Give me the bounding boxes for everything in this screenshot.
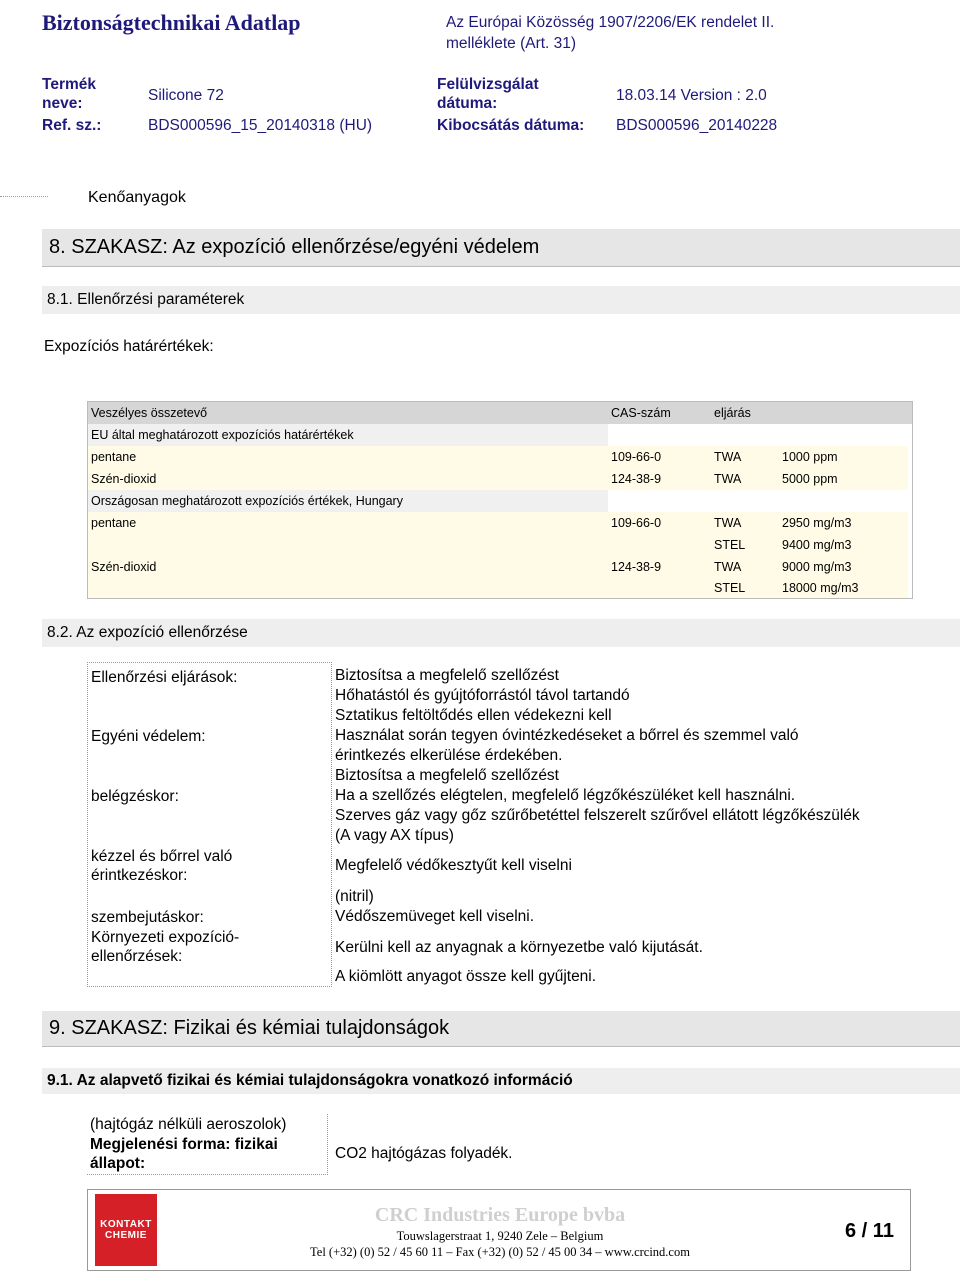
exposure-limits-table	[87, 401, 913, 599]
section-9-title: 9. SZAKASZ: Fizikai és kémiai tulajdonságok	[42, 1011, 960, 1047]
procedures-line: Sztatikus feltöltődés ellen védekezni kell	[335, 707, 612, 724]
personal-protection-line: Használat során tegyen óvintézkedéseket a bőrrel és szemmel való	[335, 727, 799, 744]
environmental-controls-label	[91, 928, 239, 966]
method: TWA	[714, 472, 742, 486]
col-header-method: eljárás	[714, 406, 751, 420]
environmental-text-2: A kiömlött anyagot össze kell gyűjteni.	[335, 968, 597, 985]
personal-protection-line: Biztosítsa a megfelelő szellőzést	[335, 767, 559, 784]
col-header-cas: CAS-szám	[611, 406, 671, 420]
exposure-limits-heading: Expozíciós határértékek:	[44, 338, 214, 355]
subsection-9-1-title: 9.1. Az alapvető fizikai és kémiai tulajdonságokra vonatkozó információ	[42, 1068, 960, 1094]
procedures-text	[335, 666, 630, 726]
breathing-line: Ha a szellőzés elégtelen, megfelelő légzőkészüléket kell használni.	[335, 787, 796, 804]
skin-contact-label	[91, 847, 232, 885]
skin-contact-text: Megfelelő védőkesztyűt kell viselni	[335, 857, 572, 874]
company-name: CRC Industries Europe bvba	[374, 1204, 626, 1226]
personal-protection-text	[335, 726, 799, 786]
breathing-line: (A vagy AX típus)	[335, 827, 454, 844]
reference-label: Ref. sz.:	[42, 117, 102, 134]
skin-contact-note: (nitril)	[335, 888, 374, 905]
revision-date-value: 18.03.14 Version : 2.0	[616, 87, 767, 104]
cas-number: 109-66-0	[611, 516, 662, 530]
logo-text-line-2: CHEMIE	[105, 1230, 147, 1241]
environmental-controls-label-line-2: ellenőrzések:	[91, 948, 183, 965]
eye-contact-text: Védőszemüveget kell viselni.	[335, 908, 535, 925]
method: TWA	[714, 560, 742, 574]
method: TWA	[714, 450, 742, 464]
personal-protection-label: Egyéni védelem:	[91, 728, 206, 745]
subsection-8-2-title: 8.2. Az expozíció ellenőrzése	[42, 619, 960, 647]
breathing-line: Szerves gáz vagy gőz szűrőbetéttel felszerelt szűrővel ellátott légzőkészülék	[335, 807, 860, 824]
company-address: Touwslagerstraat 1, 9240 Zele – Belgium	[396, 1229, 604, 1243]
cas-number: 109-66-0	[611, 450, 662, 464]
regulation-line-2: melléklete (Art. 31)	[446, 35, 577, 52]
physical-form-label	[90, 1135, 278, 1173]
logo-text-line-1: KONTAKT	[100, 1219, 152, 1230]
issue-date-label: Kibocsátás dátuma:	[437, 117, 585, 134]
component-name: Szén-dioxid	[91, 472, 157, 486]
component-name: pentane	[91, 516, 137, 530]
aerosol-note: (hajtógáz nélküli aeroszolok)	[90, 1116, 287, 1133]
product-name-value: Silicone 72	[148, 87, 224, 104]
revision-date-label	[437, 75, 539, 113]
regulation-line-1: Az Európai Közösség 1907/2206/EK rendelet II.	[446, 14, 775, 31]
revision-date-label-line-1: Felülvizsgálat	[437, 76, 539, 93]
document-title: Biztonságtechnikai Adatlap	[42, 10, 301, 35]
limit-value: 9400 mg/m3	[782, 538, 852, 552]
col-header-component: Veszélyes összetevő	[91, 406, 208, 420]
limit-value: 2950 mg/m3	[782, 516, 852, 530]
procedures-line: Hőhatástól és gyújtóforrástól távol tartandó	[335, 687, 630, 704]
component-name: Szén-dioxid	[91, 560, 157, 574]
physical-form-label-line-1: Megjelenési forma: fizikai	[90, 1136, 278, 1153]
breathing-label: belégzéskor:	[91, 788, 179, 805]
eye-contact-label: szembejutáskor:	[91, 909, 204, 926]
controls-label-column	[87, 662, 332, 987]
product-name-label	[42, 75, 96, 113]
product-name-label-line-2: neve:	[42, 95, 83, 112]
cas-number: 124-38-9	[611, 472, 662, 486]
breathing-text	[335, 786, 860, 846]
limit-value: 5000 ppm	[782, 472, 838, 486]
procedures-line: Biztosítsa a megfelelő szellőzést	[335, 667, 559, 684]
company-address-block	[260, 1228, 740, 1260]
limit-value: 18000 mg/m3	[782, 581, 859, 595]
regulation-reference	[446, 12, 774, 54]
dotted-divider	[0, 196, 48, 197]
method: TWA	[714, 516, 742, 530]
eu-group-title: EU által meghatározott expozíciós határértékek	[91, 428, 354, 442]
limit-value: 9000 mg/m3	[782, 560, 852, 574]
product-name-label-line-1: Termék	[42, 76, 96, 93]
table-header-row	[88, 402, 912, 424]
skin-contact-label-line-2: érintkezéskor:	[91, 867, 188, 884]
reference-value: BDS000596_15_20140318 (HU)	[148, 117, 373, 134]
section-8-title: 8. SZAKASZ: Az expozíció ellenőrzése/egyéni védelem	[42, 229, 960, 267]
environmental-text-1: Kerülni kell az anyagnak a környezetbe való kijutását.	[335, 939, 703, 956]
physical-form-label-line-2: állapot:	[90, 1155, 146, 1172]
revision-date-label-line-2: dátuma:	[437, 95, 498, 112]
method: STEL	[714, 538, 746, 552]
component-name: pentane	[91, 450, 137, 464]
page-number: 6 / 11	[845, 1220, 894, 1242]
personal-protection-line: érintkezés elkerülése érdekében.	[335, 747, 563, 764]
kontakt-chemie-logo	[95, 1194, 157, 1266]
hu-group-title: Országosan meghatározott expozíciós értékek, Hungary	[91, 494, 403, 508]
procedures-label: Ellenőrzési eljárások:	[91, 669, 238, 686]
environmental-controls-label-line-1: Környezeti expozíció-	[91, 929, 240, 946]
issue-date-value: BDS000596_20140228	[616, 117, 778, 134]
product-category: Kenőanyagok	[88, 189, 186, 206]
method: STEL	[714, 581, 746, 595]
company-contact: Tel (+32) (0) 52 / 45 60 11 – Fax (+32) (0) 52 / 45 00 34 – www.crcind.com	[310, 1245, 690, 1259]
limit-value: 1000 ppm	[782, 450, 838, 464]
physical-form-value: CO2 hajtógázas folyadék.	[335, 1145, 513, 1162]
skin-contact-label-line-1: kézzel és bőrrel való	[91, 848, 233, 865]
cas-number: 124-38-9	[611, 560, 662, 574]
subsection-8-1-title: 8.1. Ellenőrzési paraméterek	[42, 286, 960, 314]
